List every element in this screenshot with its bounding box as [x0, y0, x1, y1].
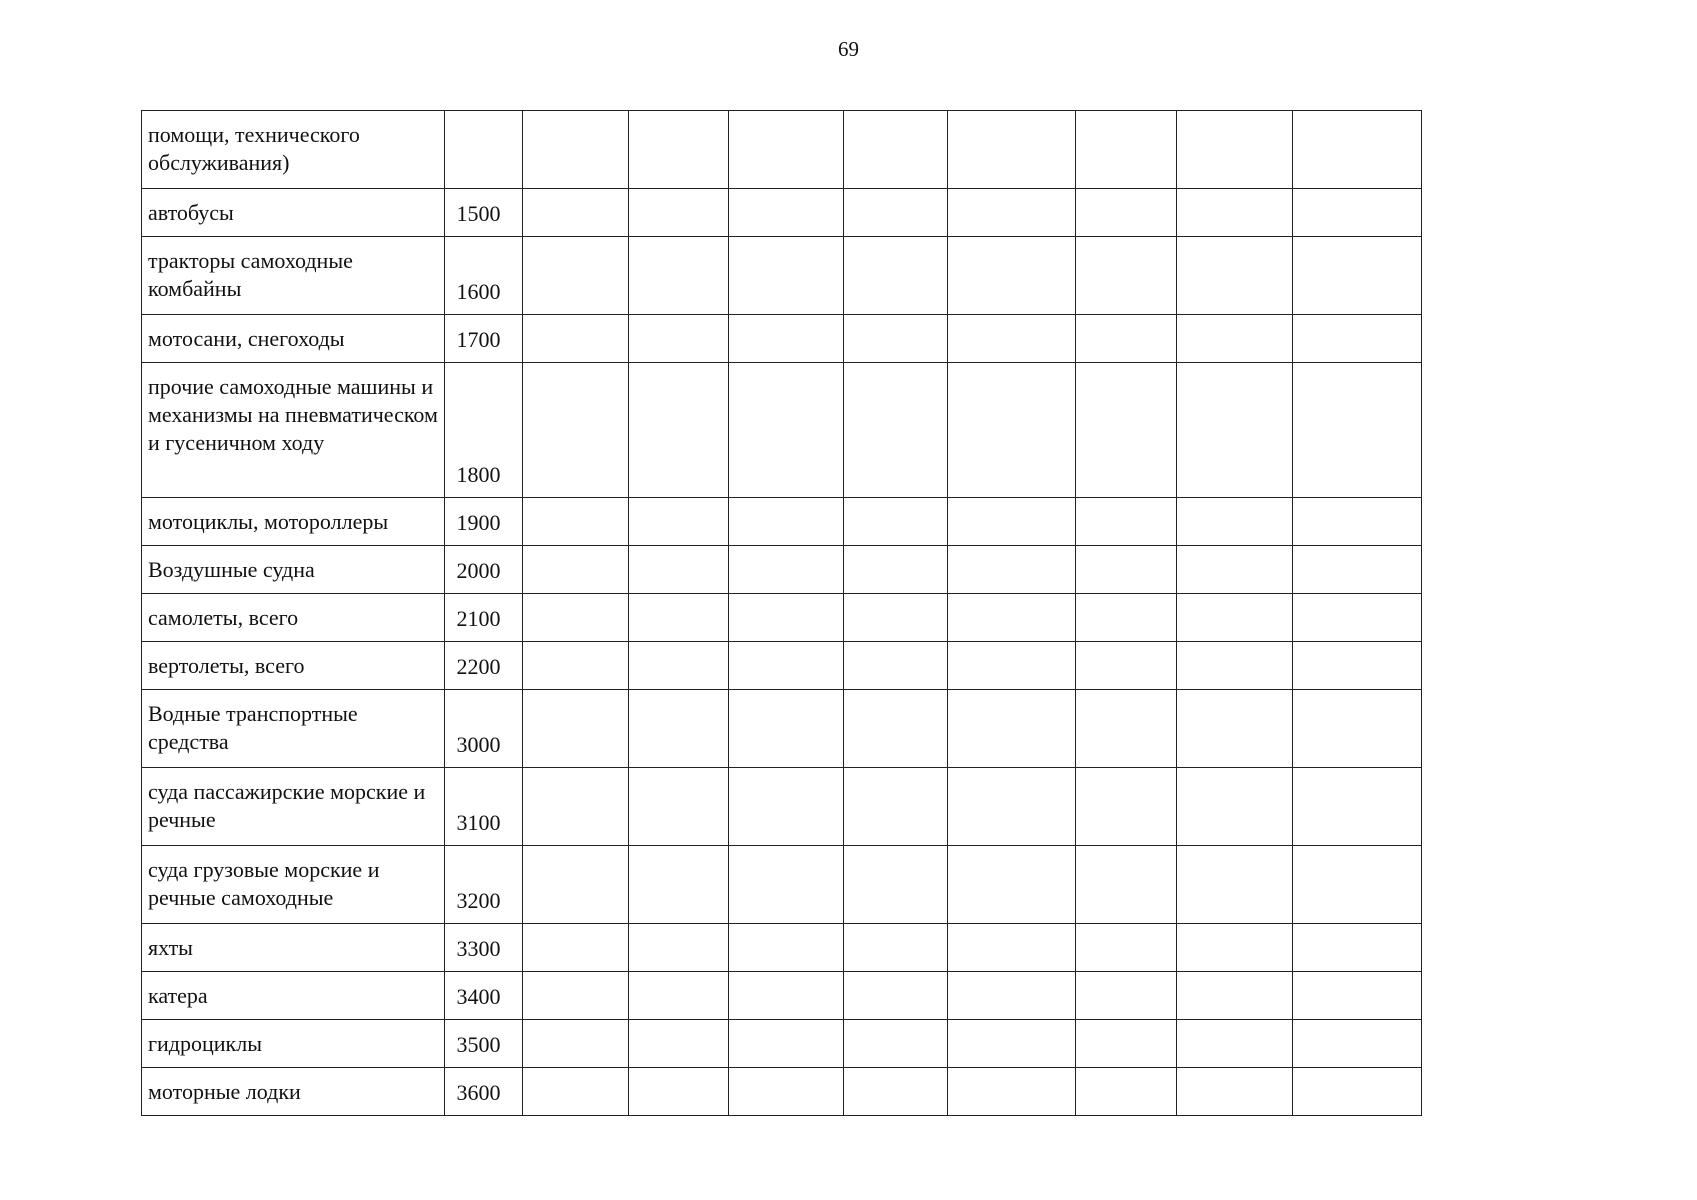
empty-cell — [1076, 1068, 1177, 1116]
row-label: катера — [142, 972, 445, 1020]
table-row — [142, 768, 1422, 846]
row-label: яхты — [142, 924, 445, 972]
empty-cell — [523, 498, 629, 546]
row-code: 3600 — [445, 1068, 523, 1116]
empty-cell — [729, 111, 844, 189]
empty-cell — [844, 1020, 948, 1068]
empty-cell — [948, 498, 1076, 546]
empty-cell — [844, 237, 948, 315]
table-row — [142, 642, 1422, 690]
table-row — [142, 690, 1422, 768]
empty-cell — [629, 498, 729, 546]
empty-cell — [1177, 1020, 1293, 1068]
table-row — [142, 594, 1422, 642]
row-label: самолеты, всего — [142, 594, 445, 642]
empty-cell — [1177, 237, 1293, 315]
empty-cell — [1076, 924, 1177, 972]
empty-cell — [1293, 363, 1422, 498]
empty-cell — [1177, 768, 1293, 846]
empty-cell — [1076, 237, 1177, 315]
table-row — [142, 111, 1422, 189]
row-label: прочие самоходные машины и механизмы на пневматическом и гусеничном ходу — [142, 363, 445, 498]
empty-cell — [729, 924, 844, 972]
row-code: 3400 — [445, 972, 523, 1020]
empty-cell — [1293, 189, 1422, 237]
empty-cell — [948, 111, 1076, 189]
empty-cell — [1076, 1020, 1177, 1068]
row-label: мотосани, снегоходы — [142, 315, 445, 363]
row-label: моторные лодки — [142, 1068, 445, 1116]
empty-cell — [1076, 363, 1177, 498]
empty-cell — [948, 594, 1076, 642]
empty-cell — [729, 1068, 844, 1116]
empty-cell — [948, 846, 1076, 924]
empty-cell — [1076, 111, 1177, 189]
empty-cell — [1293, 690, 1422, 768]
empty-cell — [523, 237, 629, 315]
empty-cell — [729, 315, 844, 363]
empty-cell — [629, 189, 729, 237]
empty-cell — [729, 972, 844, 1020]
empty-cell — [948, 768, 1076, 846]
empty-cell — [844, 924, 948, 972]
empty-cell — [1293, 111, 1422, 189]
table-row — [142, 237, 1422, 315]
empty-cell — [1293, 498, 1422, 546]
empty-cell — [844, 594, 948, 642]
empty-cell — [1293, 1020, 1422, 1068]
empty-cell — [729, 594, 844, 642]
empty-cell — [729, 546, 844, 594]
table-row — [142, 189, 1422, 237]
empty-cell — [1177, 594, 1293, 642]
row-label: гидроциклы — [142, 1020, 445, 1068]
table-row — [142, 972, 1422, 1020]
empty-cell — [1293, 315, 1422, 363]
empty-cell — [729, 363, 844, 498]
empty-cell — [844, 690, 948, 768]
empty-cell — [1076, 189, 1177, 237]
empty-cell — [629, 237, 729, 315]
row-label: автобусы — [142, 189, 445, 237]
empty-cell — [523, 189, 629, 237]
empty-cell — [1177, 924, 1293, 972]
row-code: 3000 — [445, 690, 523, 768]
empty-cell — [523, 924, 629, 972]
empty-cell — [629, 924, 729, 972]
empty-cell — [629, 846, 729, 924]
empty-cell — [1177, 315, 1293, 363]
empty-cell — [948, 972, 1076, 1020]
empty-cell — [948, 924, 1076, 972]
empty-cell — [948, 363, 1076, 498]
empty-cell — [1177, 690, 1293, 768]
data-table — [141, 110, 1422, 1116]
empty-cell — [629, 768, 729, 846]
table-row — [142, 498, 1422, 546]
row-label: Водные транспортные средства — [142, 690, 445, 768]
empty-cell — [1076, 642, 1177, 690]
empty-cell — [523, 1068, 629, 1116]
row-label: суда пассажирские морские и речные — [142, 768, 445, 846]
empty-cell — [629, 1068, 729, 1116]
empty-cell — [523, 642, 629, 690]
empty-cell — [523, 594, 629, 642]
row-code: 1800 — [445, 363, 523, 498]
table-row — [142, 546, 1422, 594]
empty-cell — [1076, 498, 1177, 546]
empty-cell — [948, 1068, 1076, 1116]
empty-cell — [1293, 924, 1422, 972]
empty-cell — [1076, 690, 1177, 768]
empty-cell — [1293, 237, 1422, 315]
row-code: 3500 — [445, 1020, 523, 1068]
empty-cell — [729, 690, 844, 768]
empty-cell — [1177, 1068, 1293, 1116]
empty-cell — [1177, 111, 1293, 189]
row-code: 2000 — [445, 546, 523, 594]
empty-cell — [844, 546, 948, 594]
empty-cell — [1177, 642, 1293, 690]
row-label: мотоциклы, мотороллеры — [142, 498, 445, 546]
row-code: 1500 — [445, 189, 523, 237]
empty-cell — [523, 363, 629, 498]
empty-cell — [844, 363, 948, 498]
empty-cell — [1293, 642, 1422, 690]
empty-cell — [948, 189, 1076, 237]
empty-cell — [844, 498, 948, 546]
empty-cell — [729, 846, 844, 924]
row-label: Воздушные судна — [142, 546, 445, 594]
empty-cell — [523, 315, 629, 363]
empty-cell — [729, 189, 844, 237]
empty-cell — [629, 972, 729, 1020]
empty-cell — [629, 1020, 729, 1068]
empty-cell — [1177, 189, 1293, 237]
empty-cell — [948, 642, 1076, 690]
row-code: 1700 — [445, 315, 523, 363]
empty-cell — [1293, 768, 1422, 846]
empty-cell — [523, 846, 629, 924]
empty-cell — [629, 363, 729, 498]
empty-cell — [523, 1020, 629, 1068]
empty-cell — [523, 972, 629, 1020]
empty-cell — [1293, 972, 1422, 1020]
empty-cell — [523, 546, 629, 594]
empty-cell — [629, 594, 729, 642]
empty-cell — [1177, 846, 1293, 924]
row-label: помощи, технического обслуживания) — [142, 111, 445, 189]
empty-cell — [1177, 363, 1293, 498]
empty-cell — [844, 972, 948, 1020]
empty-cell — [948, 546, 1076, 594]
row-code: 2100 — [445, 594, 523, 642]
table-row — [142, 924, 1422, 972]
empty-cell — [844, 846, 948, 924]
row-code: 1600 — [445, 237, 523, 315]
empty-cell — [1076, 594, 1177, 642]
row-code — [445, 111, 523, 189]
empty-cell — [844, 642, 948, 690]
empty-cell — [629, 546, 729, 594]
empty-cell — [1293, 594, 1422, 642]
table-row — [142, 1020, 1422, 1068]
empty-cell — [629, 642, 729, 690]
empty-cell — [1177, 972, 1293, 1020]
empty-cell — [629, 690, 729, 768]
empty-cell — [844, 1068, 948, 1116]
row-code: 3100 — [445, 768, 523, 846]
empty-cell — [1076, 972, 1177, 1020]
empty-cell — [629, 111, 729, 189]
empty-cell — [948, 237, 1076, 315]
table-body — [142, 111, 1422, 1116]
row-code: 1900 — [445, 498, 523, 546]
row-label: суда грузовые морские и речные самоходные — [142, 846, 445, 924]
empty-cell — [948, 1020, 1076, 1068]
empty-cell — [523, 768, 629, 846]
empty-cell — [1177, 498, 1293, 546]
table-row — [142, 363, 1422, 498]
row-code: 2200 — [445, 642, 523, 690]
empty-cell — [948, 315, 1076, 363]
empty-cell — [948, 690, 1076, 768]
empty-cell — [844, 315, 948, 363]
empty-cell — [844, 768, 948, 846]
empty-cell — [523, 690, 629, 768]
empty-cell — [1293, 846, 1422, 924]
empty-cell — [523, 111, 629, 189]
empty-cell — [1076, 768, 1177, 846]
empty-cell — [1293, 546, 1422, 594]
empty-cell — [844, 189, 948, 237]
page-number: 69 — [838, 37, 859, 61]
empty-cell — [1293, 1068, 1422, 1116]
empty-cell — [729, 768, 844, 846]
empty-cell — [844, 111, 948, 189]
empty-cell — [729, 498, 844, 546]
empty-cell — [729, 1020, 844, 1068]
empty-cell — [1177, 546, 1293, 594]
row-code: 3300 — [445, 924, 523, 972]
empty-cell — [729, 642, 844, 690]
row-label: тракторы самоходные комбайны — [142, 237, 445, 315]
row-label: вертолеты, всего — [142, 642, 445, 690]
table-row — [142, 315, 1422, 363]
row-code: 3200 — [445, 846, 523, 924]
empty-cell — [1076, 546, 1177, 594]
empty-cell — [629, 315, 729, 363]
empty-cell — [729, 237, 844, 315]
table-row — [142, 846, 1422, 924]
empty-cell — [1076, 846, 1177, 924]
table-row — [142, 1068, 1422, 1116]
empty-cell — [1076, 315, 1177, 363]
